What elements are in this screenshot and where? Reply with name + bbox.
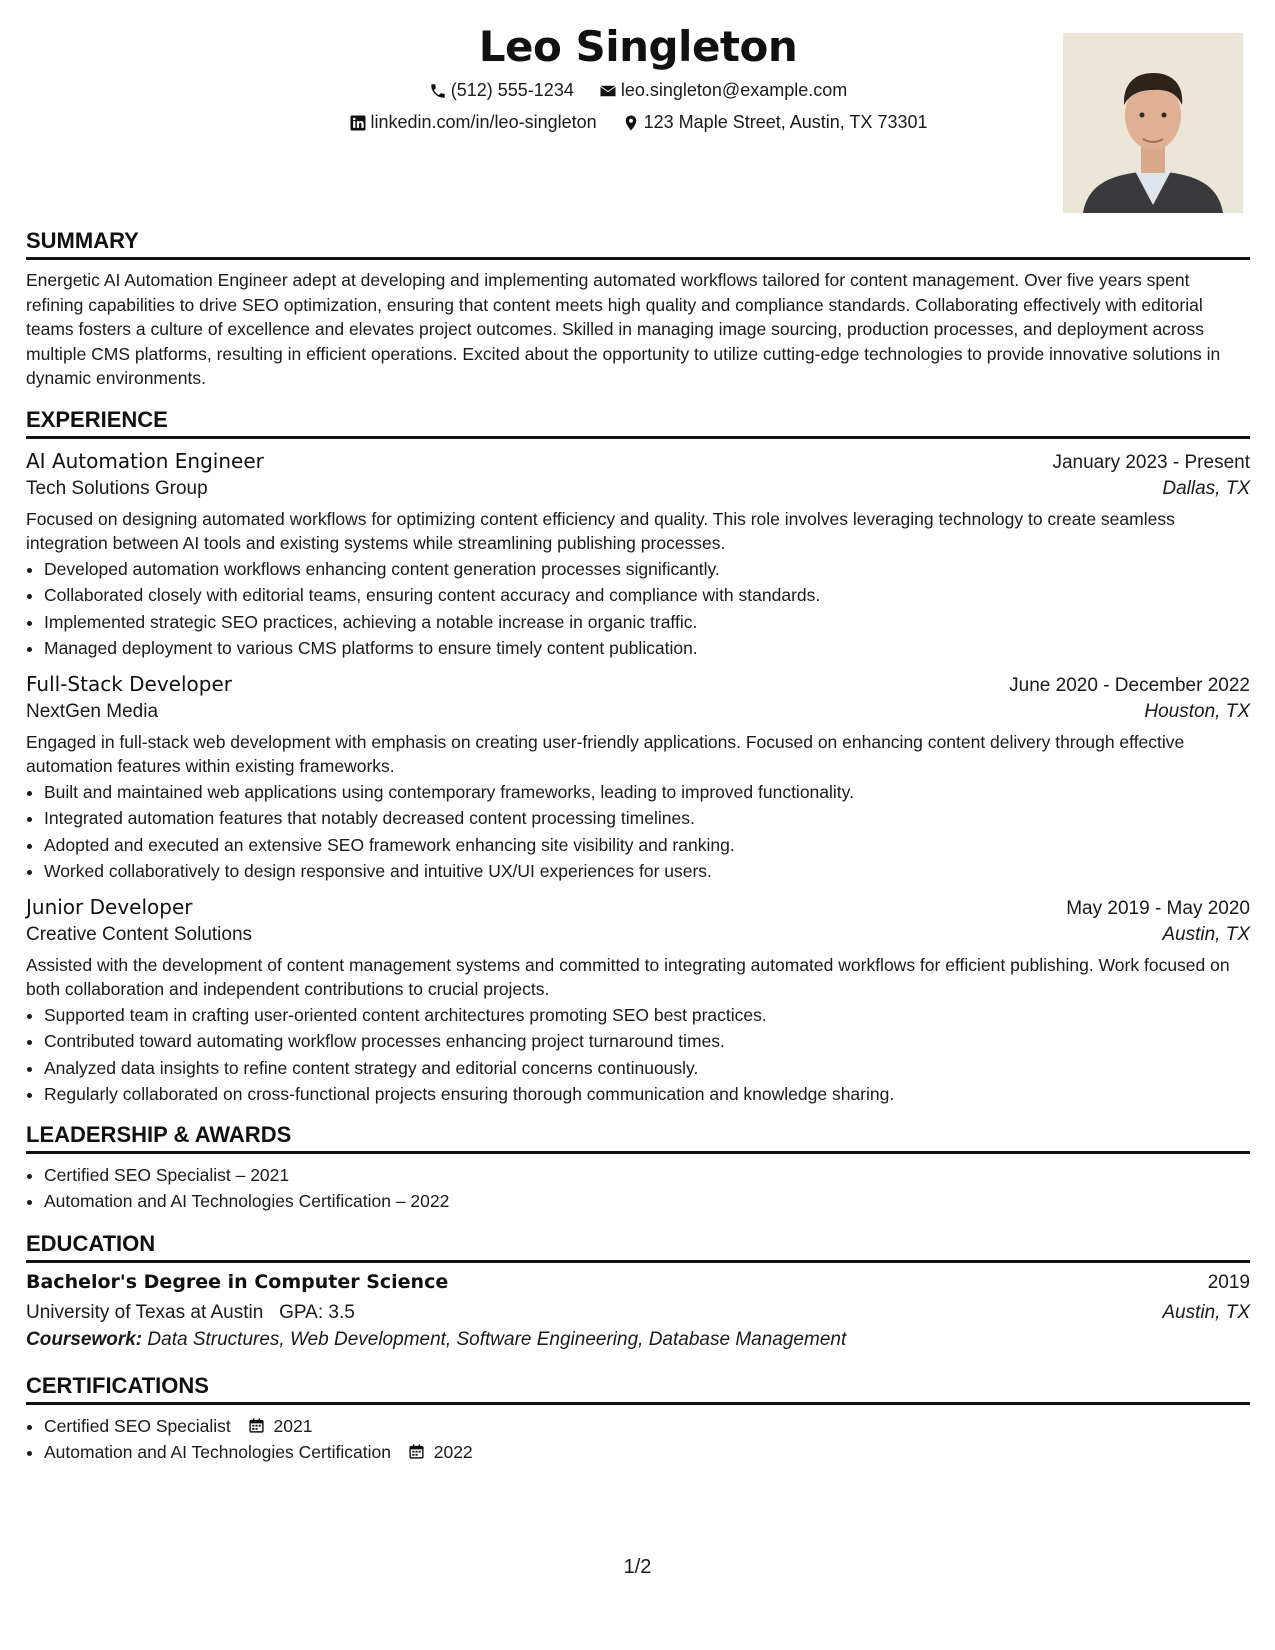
job-bullets [26,1002,1250,1108]
phone-icon [429,82,447,100]
job-description: Assisted with the development of content management systems and committed to integrating automated workflows for efficient publishing. Work focused on both collaboration and independent contributions to crucial projects. [26,954,1230,999]
job-bullet: • Supported team in crafting user-oriented content architectures promoting SEO best practices. [44,1002,1250,1029]
linkedin-text[interactable]: linkedin.com/in/leo-singleton [370,112,597,132]
job-title: Junior Developer [26,894,193,919]
calendar-icon [248,1417,265,1434]
profile-photo [1063,33,1243,213]
awards-section [26,1122,1250,1215]
education-section [26,1231,1250,1351]
certification-name: Certified SEO Specialist [44,1415,231,1436]
degree-title: Bachelor's Degree in Computer Science [26,1270,449,1293]
job-location: Houston, TX [1144,700,1250,722]
job-bullet: • Integrated automation features that notably decreased content processing timelines. [44,805,1250,832]
map-pin-icon [622,114,640,132]
summary-text: Energetic AI Automation Engineer adept at developing and implementing automated workflows tailored for content management. Over five years spent refining capabilities to drive SEO optimization, ensuring that content meets high quality and compliance standards. Collaborating effectively with editorial teams fosters a culture of excellence and elevates project outcomes. Skilled in managing image sourcing, production processes, and deployment across multiple CMS platforms, resulting in efficient operations. Excited about the opportunity to utilize cutting-edge technologies to provide innovative solutions in dynamic environments. [26,270,1221,388]
address-text: 123 Maple Street, Austin, TX 73301 [643,112,928,132]
job-entry [26,895,1250,1108]
job-company: NextGen Media [26,700,159,722]
school-name: University of Texas at Austin [26,1301,264,1323]
job-bullets [26,556,1250,662]
linkedin-icon [349,114,367,132]
job-bullet: • Adopted and executed an extensive SEO framework enhancing site visibility and ranking. [44,832,1250,859]
school-location: Austin, TX [1162,1301,1250,1323]
job-title: Full-Stack Developer [26,671,233,696]
coursework-list: Data Structures, Web Development, Software Engineering, Database Management [147,1328,847,1350]
job-bullet: • Regularly collaborated on cross-functional projects ensuring thorough communication and knowledge sharing. [44,1081,1250,1108]
coursework [26,1329,1250,1351]
experience-section [26,407,1250,1108]
linkedin-contact[interactable] [349,112,597,133]
awards-list [26,1162,1250,1215]
job-dates: May 2019 - May 2020 [1066,897,1250,919]
job-bullet: • Managed deployment to various CMS platforms to ensure timely content publication. [44,635,1250,662]
candidate-name: Leo Singleton [478,22,798,71]
education-entry [26,1271,1250,1351]
job-location: Austin, TX [1162,923,1250,945]
summary-heading: SUMMARY [26,228,1250,260]
job-bullet: • Worked collaboratively to design responsive and intuitive UX/UI experiences for users. [44,858,1250,885]
certification-item [44,1439,1250,1466]
certification-item [44,1413,1250,1440]
page-number: 1/2 [623,1556,652,1578]
email-contact[interactable] [599,80,847,101]
email-text[interactable]: leo.singleton@example.com [620,80,848,100]
job-bullet: • Built and maintained web applications using contemporary frameworks, leading to improved functionality. [44,779,1250,806]
job-entry [26,449,1250,662]
phone-text: (512) 555-1234 [450,80,574,100]
certifications-list [26,1413,1250,1466]
education-heading: EDUCATION [26,1231,1250,1263]
certifications-heading: CERTIFICATIONS [26,1373,1250,1405]
job-bullet: • Collaborated closely with editorial teams, ensuring content accuracy and compliance with standards. [44,582,1250,609]
certification-year: 2021 [273,1415,313,1436]
resume-header [26,0,1250,228]
envelope-icon [599,82,617,100]
degree-year: 2019 [1207,1271,1250,1293]
award-item: • Automation and AI Technologies Certification – 2022 [44,1188,1250,1215]
summary-section [26,228,1250,391]
job-entry [26,672,1250,885]
award-item: • Certified SEO Specialist – 2021 [44,1162,1250,1189]
certification-name: Automation and AI Technologies Certification [44,1442,391,1462]
job-description: Engaged in full-stack web development with emphasis on creating user-friendly applications. Focused on enhancing content delivery through effective automation features within existing frameworks. [26,731,1185,776]
gpa: GPA: 3.5 [279,1301,355,1323]
calendar-icon [408,1443,425,1460]
job-bullet: • Contributed toward automating workflow processes enhancing project turnaround times. [44,1028,1250,1055]
coursework-label: Coursework: [26,1328,143,1350]
job-description: Focused on designing automated workflows for optimizing content efficiency and quality. This role involves leveraging technology to create seamless integration between AI tools and existing systems while streamlining publishing processes. [26,508,1175,553]
job-bullets [26,779,1250,885]
certification-year: 2022 [433,1442,473,1462]
job-dates: January 2023 - Present [1052,451,1250,473]
job-bullet: • Implemented strategic SEO practices, achieving a notable increase in organic traffic. [44,609,1250,636]
certifications-section [26,1373,1250,1466]
job-title: AI Automation Engineer [26,448,264,473]
resume-page [26,0,1250,1466]
phone-contact [429,80,574,101]
experience-heading: EXPERIENCE [26,407,1250,439]
job-company: Creative Content Solutions [26,923,253,945]
job-bullet: • Developed automation workflows enhancing content generation processes significantly. [44,556,1250,583]
job-company: Tech Solutions Group [26,477,208,499]
job-bullet: • Analyzed data insights to refine content strategy and editorial concerns continuously. [44,1055,1250,1082]
job-dates: June 2020 - December 2022 [1009,674,1250,696]
address-contact [622,112,928,133]
job-location: Dallas, TX [1162,477,1250,499]
awards-heading: LEADERSHIP & AWARDS [26,1122,1250,1154]
